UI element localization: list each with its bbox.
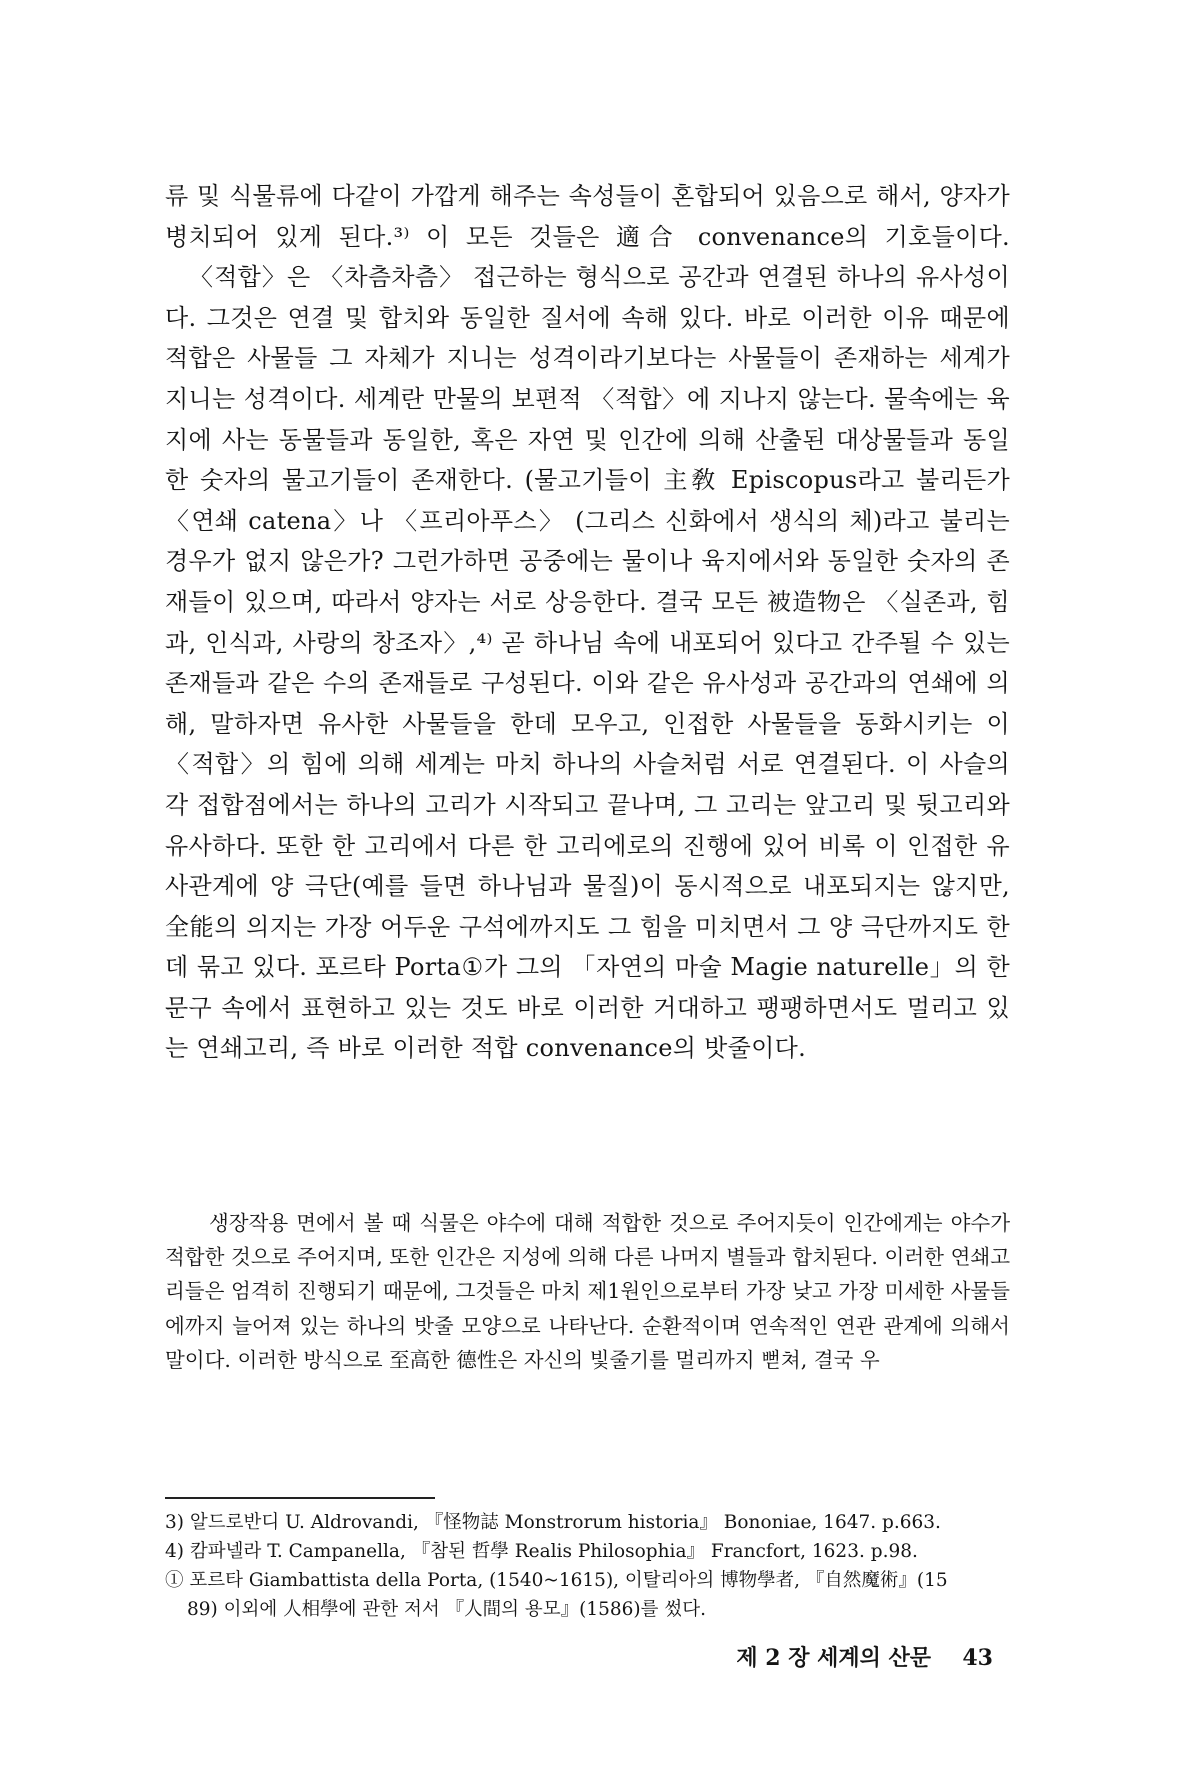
footnotes [165,1508,1010,1624]
quote-paragraph: 생장작용 면에서 볼 때 식물은 야수에 대해 적합한 것으로 주어지듯이 인간에게는 야수가 적합한 것으로 주어지며, 또한 인간은 지성에 의해 다른 나머지 별들과 합치된다. 이러한 연쇄고리들은 엄격히 진행되기 때문에, 그것들은 마치 제1원인으로부터 가장 낮고 가장 미세한 사물들에까지 늘어져 있는 하나의 밧줄 모양으로 나타난다. 순환적이며 연속적인 연관 관계에 의해서 말이다. 이러한 방식으로 至高한 德性은 자신의 빛줄기를 멀리까지 뻗쳐, 결국 우 [165,1211,1010,1372]
main-text [165,176,1010,1069]
block-quote [165,1206,1010,1377]
footnote-1-continuation: 89) 이외에 人相學에 관한 저서 『人間의 용모』(1586)를 썼다. [187,1599,707,1620]
footnote-1-translator: ① 포르타 Giambattista della Porta, (1540~1615), 이탈리아의 博物學者, 『自然魔術』(15 [165,1570,948,1591]
footnote-4: 4) 캄파넬라 T. Campanella, 『참된 哲學 Realis Philosophia』 Francfort, 1623. p.98. [165,1541,918,1562]
footnote-3: 3) 알드로반디 U. Aldrovandi, 『怪物誌 Monstrorum historia』 Bononiae, 1647. p.663. [165,1512,941,1533]
footnote-divider [165,1497,435,1499]
chapter-title: 제 2 장 세계의 산문 [736,1645,932,1671]
paragraph-convenance: 〈적합〉은 〈차츰차츰〉 접근하는 형식으로 공간과 연결된 하나의 유사성이다. 그것은 연결 및 합치와 동일한 질서에 속해 있다. 바로 이러한 이유 때문에 적합은 사물들 그 자체가 지니는 성격이라기보다는 사물들이 존재하는 세계가 지니는 성격이다. 세계란 만물의 보편적 〈적합〉에 지나지 않는다. 물속에는 육지에 사는 동물들과 동일한, 혹은 자연 및 인간에 의해 산출된 대상물들과 동일한 숫자의 물고기들이 존재한다. (물고기들이 主敎 Episcopus라고 불리든가 〈연쇄 catena〉나 〈프리아푸스〉 (그리스 신화에서 생식의 체)라고 불리는 경우가 없지 않은가? 그런가하면 공중에는 물이나 육지에서와 동일한 숫자의 존재들이 있으며, 따라서 양자는 서로 상응한다. 결국 모든 被造物은 〈실존과, 힘과, 인식과, 사랑의 창조자〉,⁴⁾ 곧 하나님 속에 내포되어 있다고 간주될 수 있는 존재들과 같은 수의 존재들로 구성된다. 이와 같은 유사성과 공간과의 연쇄에 의해, 말하자면 유사한 사물들을 한데 모우고, 인접한 사물들을 동화시키는 이 〈적합〉의 힘에 의해 세계는 마치 하나의 사슬처럼 서로 연결된다. 이 사슬의 각 접합점에서는 하나의 고리가 시작되고 끝나며, 그 고리는 앞고리 및 뒷고리와 유사하다. 또한 한 고리에서 다른 한 고리에로의 진행에 있어 비록 이 인접한 유사관계에 양 극단(예를 들면 하나님과 물질)이 동시적으로 내포되지는 않지만, 全能의 의지는 가장 어두운 구석에까지도 그 힘을 미치면서 그 양 극단까지도 한데 묶고 있다. 포르타 Porta①가 그의 「자연의 마술 Magie naturelle」의 한 문구 속에서 표현하고 있는 것도 바로 이러한 거대하고 팽팽하면서도 멀리고 있는 연쇄고리, 즉 바로 이러한 적합 convenance의 밧줄이다. [165,263,1010,1063]
page-number: 43 [962,1645,993,1671]
paragraph-continuation: 류 및 식물류에 다같이 가깝게 해주는 속성들이 혼합되어 있음으로 해서, 양자가 병치되어 있게 된다.³⁾ 이 모든 것들은 適合 convenance의 기호들이다. [165,182,1011,251]
page-footer [736,1641,993,1672]
